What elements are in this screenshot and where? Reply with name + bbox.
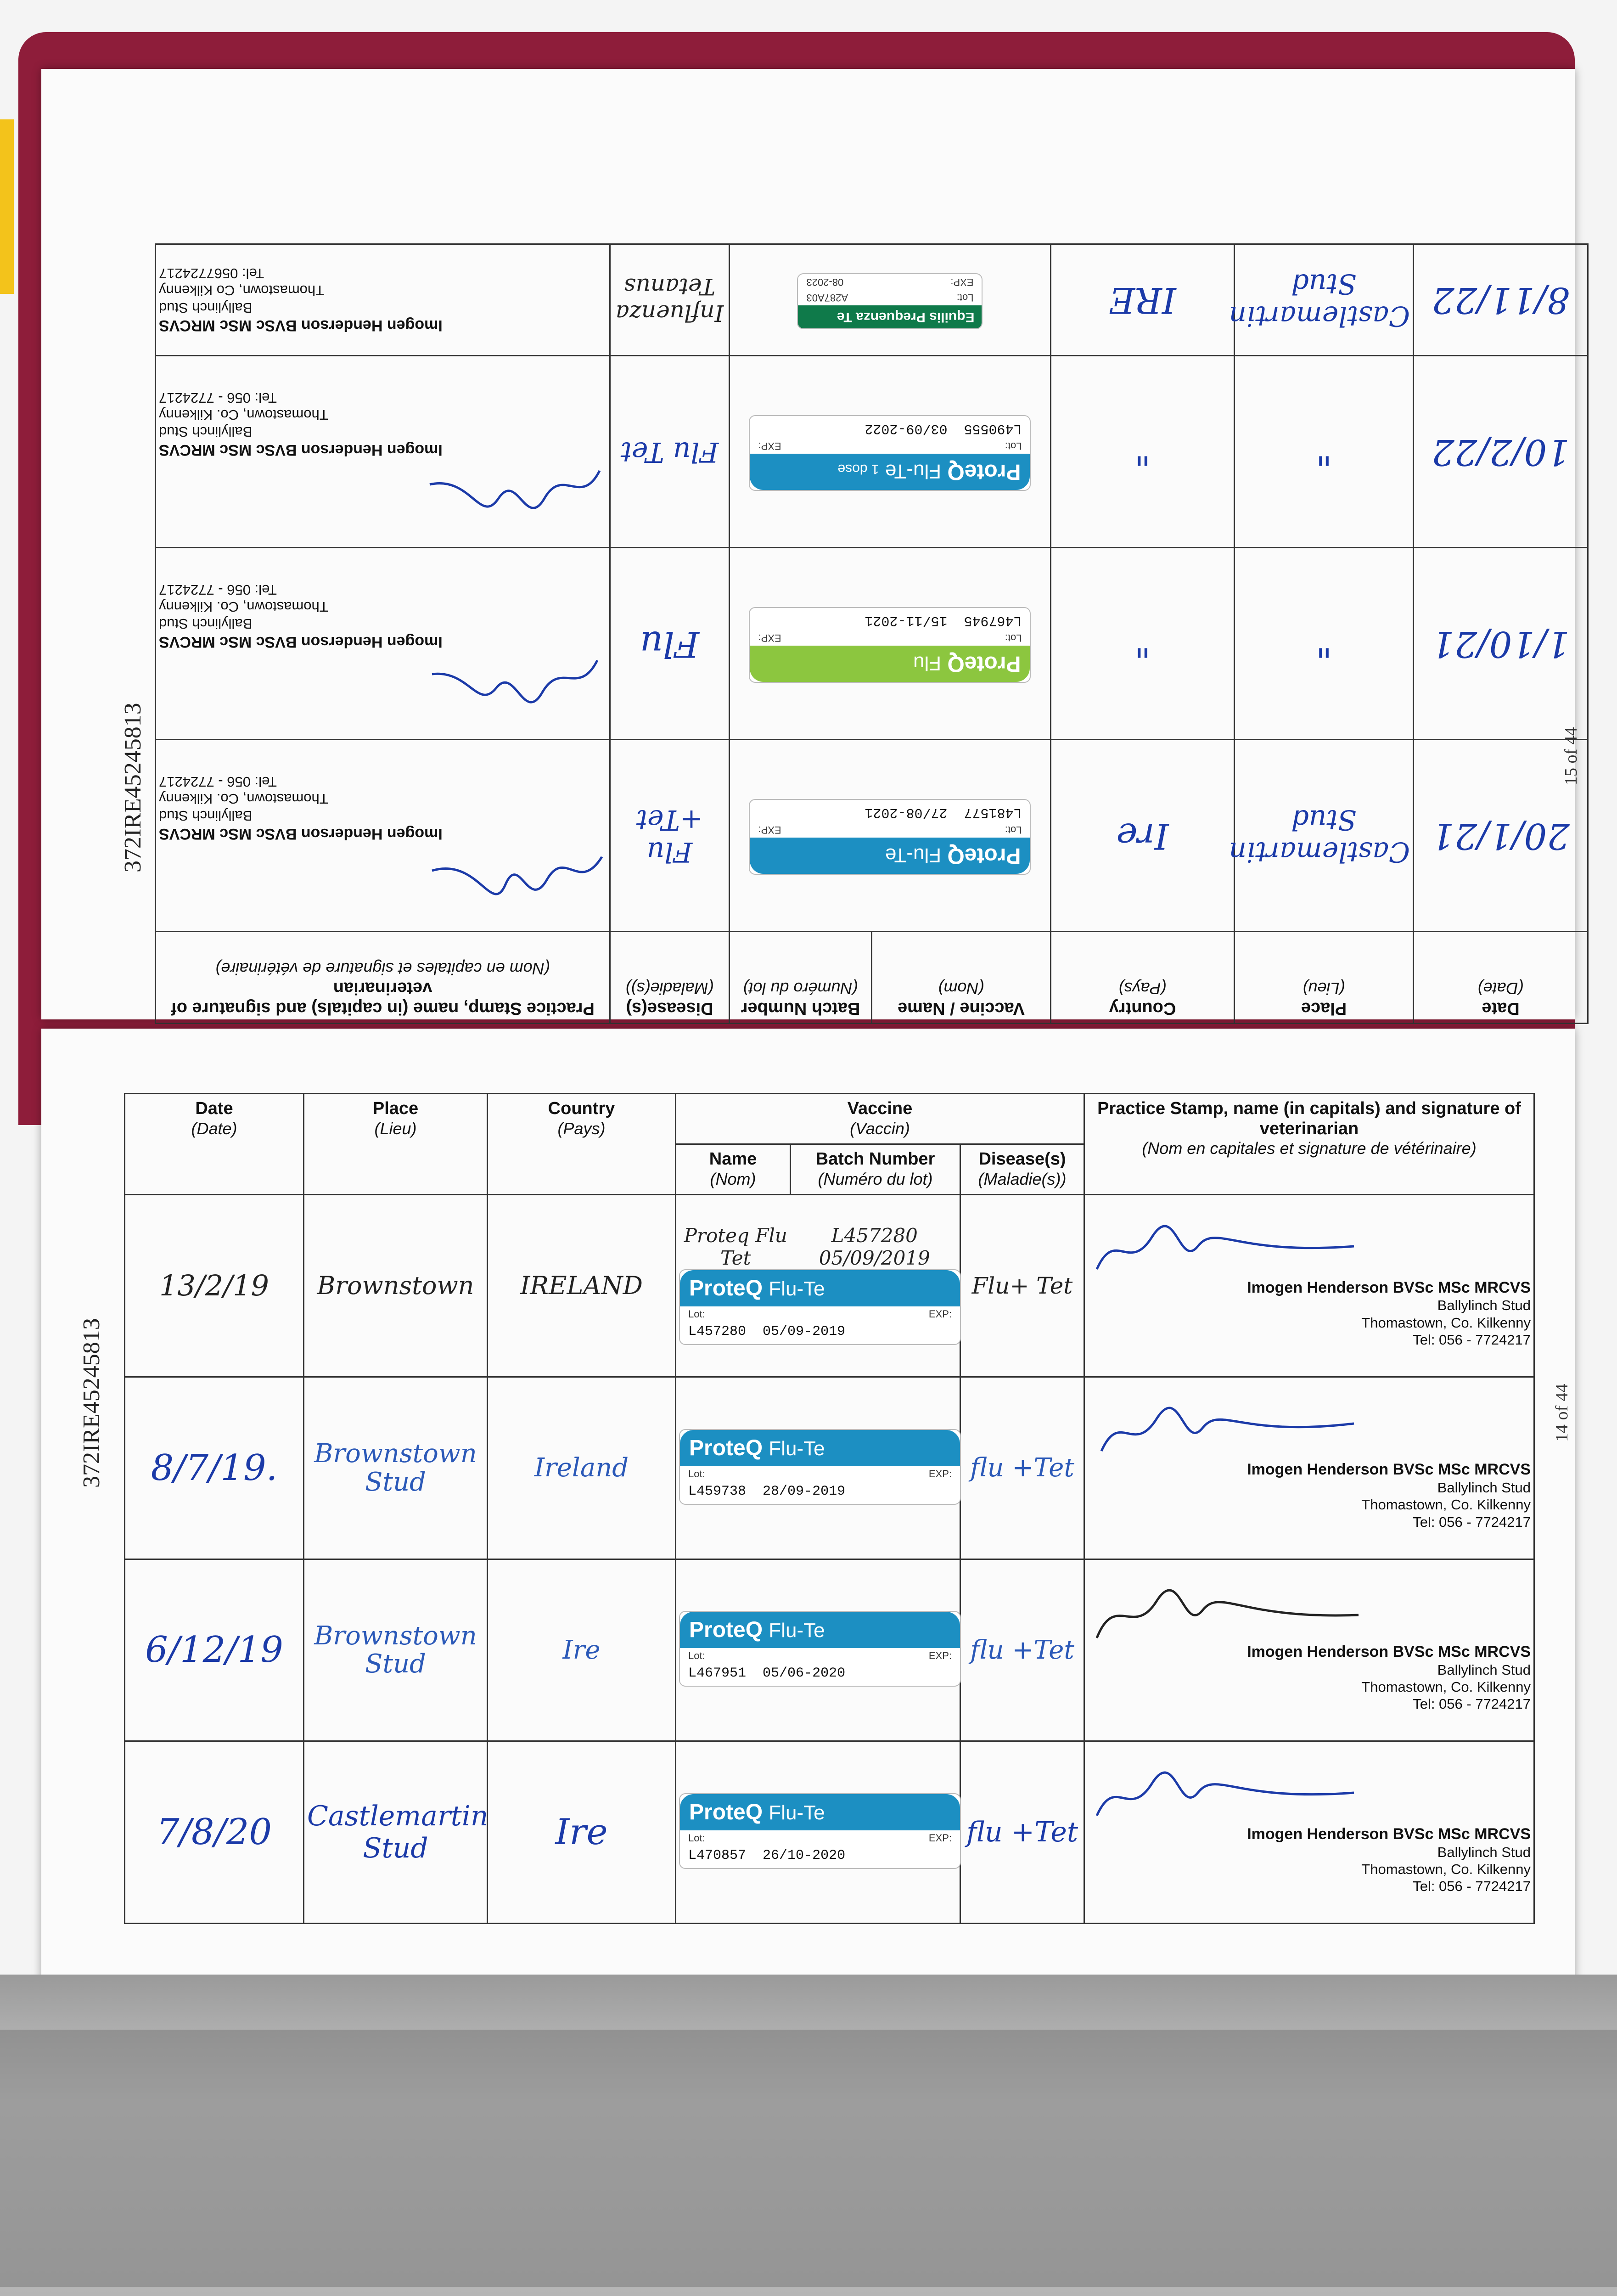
row-place: Castlemartin Stud — [1235, 740, 1414, 932]
vaccine-sticker-cell — [730, 740, 1051, 932]
vaccine-sticker: ProteQ Flu-Te 1 dose Lot: EXP: L490555 03/09-2022 — [749, 415, 1031, 491]
header-disease: Disease(s) (Maladie(s)) — [610, 932, 730, 1024]
handwritten-vaccine-name: Proteq Flu Tet — [684, 1224, 787, 1269]
table-row — [125, 1377, 1534, 1559]
row-disease: flu +Tet — [960, 1741, 1084, 1924]
table-header-row — [156, 932, 1588, 1024]
sticker-brand: ProteQ Flu-Te — [750, 838, 1030, 874]
page-number-15: 15 of 44 — [1561, 727, 1581, 785]
page-15-table-rotated — [156, 243, 1589, 1024]
signature — [1088, 1405, 1363, 1460]
row-country: Ire — [488, 1559, 676, 1741]
header-date: Date (Date) — [125, 1094, 304, 1195]
header-country: Country (Pays) — [488, 1094, 676, 1195]
header-stamp: Practice Stamp, name (in capitals) and signature of veterinarian (Nom en capitales et signature de vétérinaire) — [1084, 1094, 1534, 1195]
practice-stamp: Imogen Henderson BVSc MSc MRCVS Ballylinch Stud Thomastown, Co. Kilkenny Tel: 056 - 7724217 — [159, 389, 443, 459]
vaccine-sticker-cell — [730, 356, 1051, 548]
sticker-brand: ProteQ Flu-Te — [680, 1612, 960, 1648]
practice-stamp: Imogen Henderson BVSc MSc MRCVS Ballylinch Stud Thomastown, Co. Kilkenny Tel: 056 - 7724217 — [1247, 1278, 1531, 1348]
sticker-brand: ProteQ Flu-Te — [680, 1270, 960, 1306]
header-batch: Batch Number (Numéro du lot) — [730, 932, 872, 1024]
row-country: Ire — [488, 1741, 676, 1924]
row-place: " — [1235, 548, 1414, 740]
signature — [1088, 1770, 1363, 1825]
handwritten-batch: L457280 05/09/2019 — [819, 1224, 930, 1269]
sticker-brand: Equilis Prequenza Te — [798, 305, 982, 328]
table-row — [156, 356, 1588, 548]
vet-stamp-cell — [1084, 1559, 1534, 1741]
vaccination-table-page-14 — [124, 1093, 1535, 1924]
row-date: 8/11/22 — [1414, 244, 1588, 356]
vaccine-sticker: ProteQ Flu-Te Lot: EXP: L457280 05/09-2019 — [679, 1269, 961, 1345]
page-number-14: 14 of 44 — [1552, 1384, 1572, 1442]
practice-stamp: Imogen Henderson BVSc MSc MRCVS Ballylinch Stud Thomastown, Co Kilkenny Tel: 0567724217 — [159, 265, 443, 335]
table-row — [156, 548, 1588, 740]
sticker-brand: ProteQ Flu-Te 1 dose — [750, 454, 1030, 490]
table-row — [125, 1741, 1534, 1924]
vet-stamp-cell — [156, 356, 610, 548]
row-country: Ire — [1051, 740, 1235, 932]
signature — [423, 651, 606, 706]
vet-stamp-cell — [1084, 1195, 1534, 1377]
table-row — [156, 244, 1588, 356]
row-country: " — [1051, 548, 1235, 740]
header-place: Place (Lieu) — [304, 1094, 488, 1195]
row-disease: Flu+ Tet — [960, 1195, 1084, 1377]
row-disease: Flu +Tet — [610, 740, 730, 932]
row-country: IRELAND — [488, 1195, 676, 1377]
row-date: 6/12/19 — [125, 1559, 304, 1741]
table-row — [125, 1195, 1534, 1377]
practice-stamp: Imogen Henderson BVSc MSc MRCVS Ballylinch Stud Thomastown, Co. Kilkenny Tel: 056 - 7724217 — [1247, 1825, 1531, 1895]
row-country: " — [1051, 356, 1235, 548]
signature — [423, 843, 606, 898]
row-country: IRE — [1051, 244, 1235, 356]
row-place: Castlemartin Stud — [304, 1741, 488, 1924]
header-country: Country (Pays) — [1051, 932, 1235, 1024]
passport-id-page15: 372IRE4524581З — [120, 703, 146, 872]
scanner-shadow — [0, 2030, 1617, 2287]
table-header-row — [125, 1094, 1534, 1144]
vaccine-sticker: ProteQ Flu-Te Lot: EXP: L481577 27/08-2021 — [749, 799, 1031, 875]
vaccine-sticker: Equilis Prequenza Te Lot: A287A03 EXP: 08-2023 — [797, 273, 983, 329]
practice-stamp: Imogen Henderson BVSc MSc MRCVS Ballylinch Stud Thomastown, Co. Kilkenny Tel: 056 - 7724217 — [1247, 1461, 1531, 1530]
vaccine-sticker-cell — [676, 1559, 960, 1741]
vaccine-sticker: ProteQ Flu-Te Lot: EXP: L459738 28/09-2019 — [679, 1429, 961, 1505]
row-date: 10/2/22 — [1414, 356, 1588, 548]
header-place: Place (Lieu) — [1235, 932, 1414, 1024]
row-disease: Influenza Tetanus — [610, 244, 730, 356]
signature — [1088, 1587, 1363, 1643]
practice-stamp: Imogen Henderson BVSc MSc MRCVS Ballylinch Stud Thomastown, Co. Kilkenny Tel: 056 - 7724217 — [159, 773, 443, 843]
row-place: Brownstown Stud — [304, 1377, 488, 1559]
vaccination-table-page-15 — [155, 243, 1589, 1024]
table-row — [125, 1559, 1534, 1741]
row-place: Brownstown Stud — [304, 1559, 488, 1741]
row-date: 20/1/21 — [1414, 740, 1588, 932]
row-disease: Flu — [610, 548, 730, 740]
row-disease: flu +Tet — [960, 1377, 1084, 1559]
sticker-brand: ProteQ Flu-Te — [680, 1794, 960, 1830]
vaccine-sticker-cell — [730, 548, 1051, 740]
row-disease: flu +Tet — [960, 1559, 1084, 1741]
practice-stamp: Imogen Henderson BVSc MSc MRCVS Ballylinch Stud Thomastown, Co. Kilkenny Tel: 056 - 7724217 — [159, 581, 443, 651]
row-country: Ireland — [488, 1377, 676, 1559]
header-stamp: Practice Stamp, name (in capitals) and signature of veterinarian (Nom en capitales et signature de vétérinaire) — [156, 932, 610, 1024]
row-disease: Flu Tet — [610, 356, 730, 548]
vaccine-sticker-cell — [676, 1195, 960, 1377]
vet-stamp-cell — [1084, 1741, 1534, 1924]
header-name: Name (Nom) — [676, 1144, 791, 1195]
vaccine-sticker-cell — [730, 244, 1051, 356]
row-date: 1/10/21 — [1414, 548, 1588, 740]
vaccine-sticker: ProteQ Flu-Te Lot: EXP: L470857 26/10-2020 — [679, 1793, 961, 1869]
row-date: 13/2/19 — [125, 1195, 304, 1377]
page-14-table-wrap — [124, 1093, 1533, 1924]
header-disease: Disease(s) (Maladie(s)) — [960, 1144, 1084, 1195]
vaccine-sticker: ProteQ Flu-Te Lot: EXP: L467951 05/06-2020 — [679, 1611, 961, 1687]
vet-stamp-cell — [156, 548, 610, 740]
header-vaccine: Vaccine (Vaccin) — [676, 1094, 1084, 1144]
header-vaccine-name: Vaccine / Name (Nom) — [872, 932, 1051, 1024]
header-date: Date (Date) — [1414, 932, 1588, 1024]
signature — [1088, 1223, 1363, 1278]
row-date: 7/8/20 — [125, 1741, 304, 1924]
practice-stamp: Imogen Henderson BVSc MSc MRCVS Ballylinch Stud Thomastown, Co. Kilkenny Tel: 056 - 7724217 — [1247, 1643, 1531, 1712]
vaccine-sticker-cell — [676, 1377, 960, 1559]
header-batch: Batch Number (Numéro du lot) — [791, 1144, 960, 1195]
sticker-brand: ProteQ Flu-Te — [680, 1430, 960, 1466]
yellow-tab — [0, 119, 14, 294]
sticker-brand: ProteQ Flu — [750, 646, 1030, 682]
row-place: Brownstown — [304, 1195, 488, 1377]
vet-stamp-cell — [156, 244, 610, 356]
signature — [423, 459, 606, 514]
row-place: " — [1235, 356, 1414, 548]
vaccine-sticker-cell — [676, 1741, 960, 1924]
row-place: Castlemartin Stud — [1235, 244, 1414, 356]
vet-stamp-cell — [156, 740, 610, 932]
vet-stamp-cell — [1084, 1377, 1534, 1559]
passport-id-page14: 372IRE4524581З — [79, 1318, 105, 1488]
page-15 — [41, 69, 1581, 1019]
row-date: 8/7/19. — [125, 1377, 304, 1559]
table-row — [156, 740, 1588, 932]
vaccine-sticker: ProteQ Flu Lot: EXP: L467945 15/11-2021 — [749, 607, 1031, 683]
